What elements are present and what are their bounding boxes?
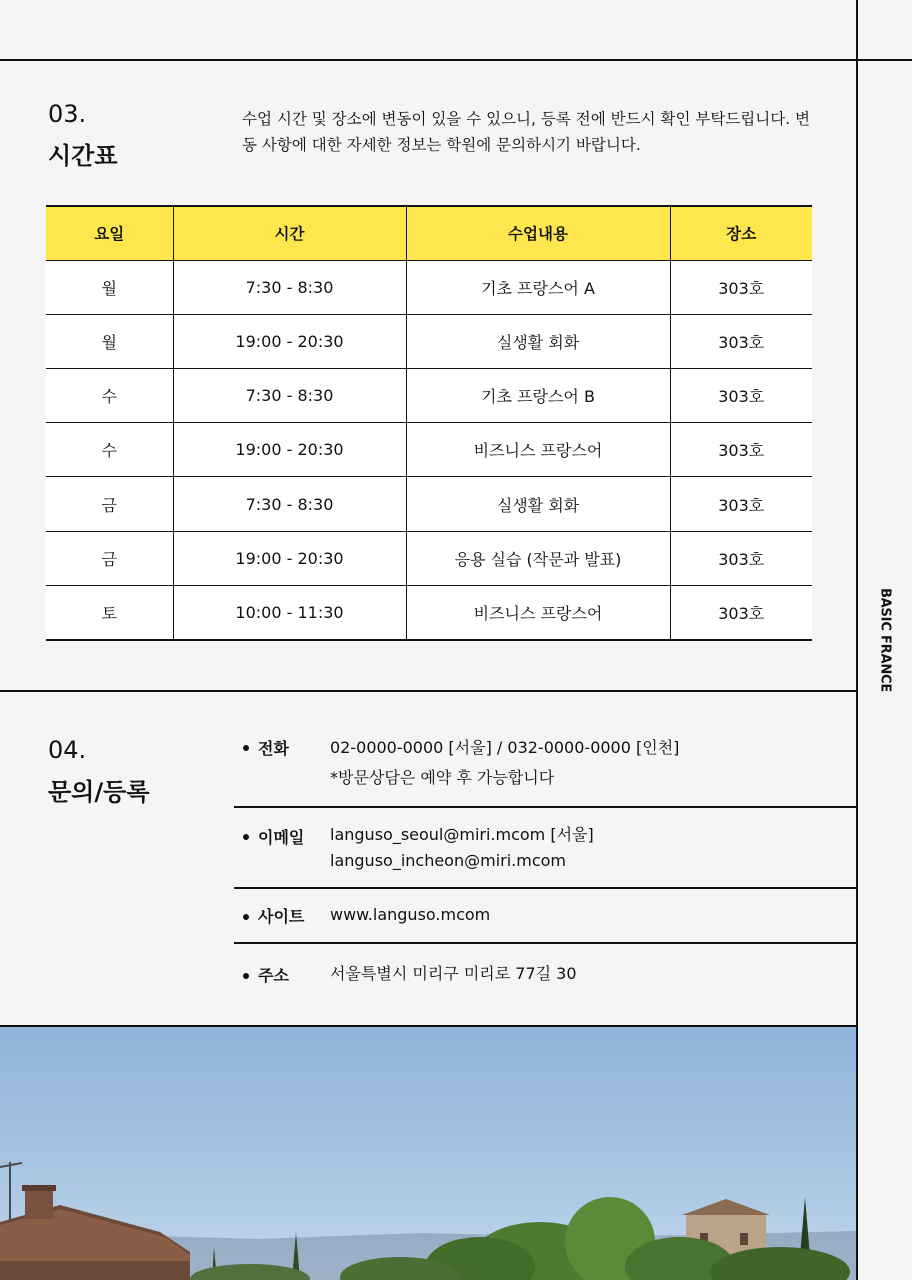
column-header: 장소: [670, 206, 812, 260]
table-row: [46, 477, 812, 531]
course-cell: 기초 프랑스어 B: [406, 369, 670, 423]
room-cell: 303호: [670, 260, 812, 314]
top-divider: [0, 59, 912, 61]
contact-value: [330, 822, 594, 874]
contact-label: 주소: [258, 966, 289, 985]
table-row: [46, 314, 812, 368]
phone-note: *방문상담은 예약 후 가능합니다: [330, 768, 555, 787]
bullet-icon: [243, 973, 249, 979]
contact-value: 서울특별시 미리구 미리로 77길 30: [330, 964, 577, 983]
course-cell: 응용 실습 (작문과 발표): [406, 531, 670, 585]
column-header: 시간: [173, 206, 406, 260]
contact-divider: [234, 887, 856, 889]
course-cell: 실생활 회화: [406, 477, 670, 531]
bullet-icon: [243, 834, 249, 840]
table-row: [46, 423, 812, 477]
table-row: [46, 369, 812, 423]
day-cell: 수: [46, 369, 173, 423]
course-cell: 기초 프랑스어 A: [406, 260, 670, 314]
table-header-row: [46, 206, 812, 260]
contact-label: 이메일: [258, 828, 305, 847]
side-divider: [856, 0, 858, 1280]
room-cell: 303호: [670, 369, 812, 423]
day-cell: 금: [46, 531, 173, 585]
column-header: 요일: [46, 206, 173, 260]
day-cell: 토: [46, 585, 173, 639]
room-cell: 303호: [670, 531, 812, 585]
landscape-illustration: [0, 1027, 856, 1280]
contact-address: [236, 961, 856, 991]
contact-divider: [234, 942, 856, 944]
course-cell: 비즈니스 프랑스어: [406, 585, 670, 639]
section-title: 시간표: [48, 142, 118, 170]
side-label: BASIC FRANCE: [877, 587, 893, 693]
bullet-icon: [243, 745, 249, 751]
contact-divider: [234, 806, 856, 808]
table-row: [46, 260, 812, 314]
phone-numbers: 02-0000-0000 [서울] / 032-0000-0000 [인천]: [330, 738, 680, 757]
time-cell: 7:30 - 8:30: [173, 369, 406, 423]
bullet-icon: [243, 914, 249, 920]
contact-site: [236, 902, 856, 932]
section-divider: [0, 690, 856, 692]
column-header: 수업내용: [406, 206, 670, 260]
section-number: 04.: [48, 736, 87, 764]
schedule-intro-line: 수업 시간 및 장소에 변동이 있을 수 있으니, 등록 전에 반드시 확인 부탁드립니다. 변: [242, 110, 811, 128]
day-cell: 수: [46, 423, 173, 477]
contact-value: [330, 735, 679, 791]
contact-email: [236, 822, 856, 878]
day-cell: 금: [46, 477, 173, 531]
course-cell: 실생활 회화: [406, 314, 670, 368]
section-number: 03.: [48, 100, 87, 128]
day-cell: 월: [46, 314, 173, 368]
time-cell: 7:30 - 8:30: [173, 260, 406, 314]
contact-label: 사이트: [258, 907, 305, 926]
course-cell: 비즈니스 프랑스어: [406, 423, 670, 477]
site-link[interactable]: www.languso.mcom: [330, 905, 491, 924]
schedule-intro: [242, 106, 822, 158]
table-row: [46, 531, 812, 585]
time-cell: 19:00 - 20:30: [173, 423, 406, 477]
room-cell: 303호: [670, 585, 812, 639]
time-cell: 19:00 - 20:30: [173, 531, 406, 585]
email-link[interactable]: languso_seoul@miri.mcom [서울]: [330, 825, 594, 844]
room-cell: 303호: [670, 477, 812, 531]
room-cell: 303호: [670, 423, 812, 477]
time-cell: 10:00 - 11:30: [173, 585, 406, 639]
landscape-photo: [0, 1027, 856, 1280]
schedule-intro-line: 동 사항에 대한 자세한 정보는 학원에 문의하시기 바랍니다.: [242, 136, 641, 154]
day-cell: 월: [46, 260, 173, 314]
time-cell: 7:30 - 8:30: [173, 477, 406, 531]
contact-label: 전화: [258, 739, 289, 758]
table-row: [46, 585, 812, 639]
time-cell: 19:00 - 20:30: [173, 314, 406, 368]
email-link[interactable]: languso_incheon@miri.mcom: [330, 851, 567, 870]
schedule-table: [46, 205, 812, 641]
contact-phone: [236, 735, 856, 795]
section-title: 문의/등록: [48, 778, 150, 806]
room-cell: 303호: [670, 314, 812, 368]
